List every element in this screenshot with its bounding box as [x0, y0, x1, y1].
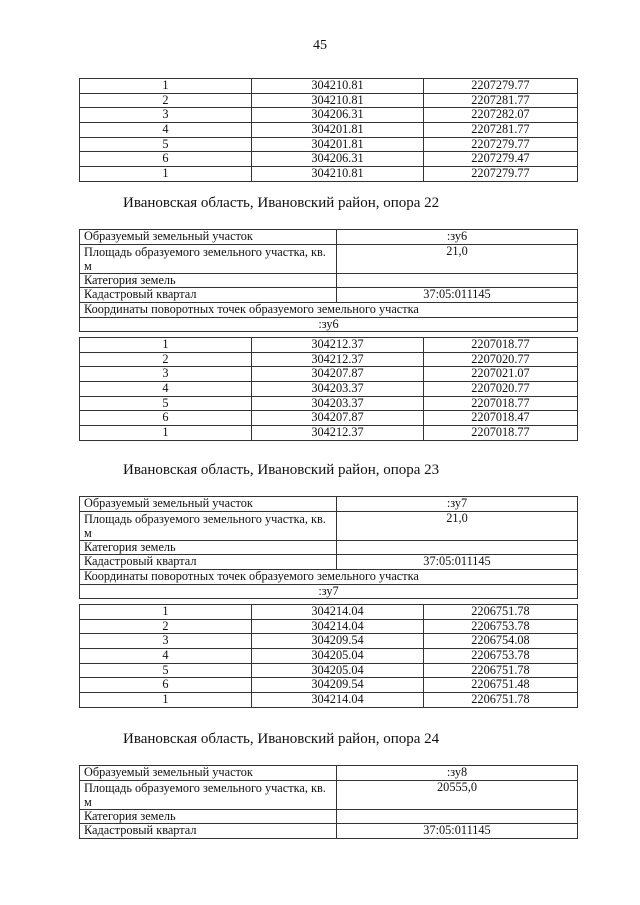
plot-info-table-opora-22	[79, 229, 578, 332]
coordinate-row	[80, 338, 578, 353]
y-coordinate: 2207282.07	[424, 108, 578, 123]
x-coordinate: 304205.04	[252, 649, 424, 664]
section-heading-opora-22: Ивановская область, Ивановский район, опора 22	[123, 195, 440, 211]
y-coordinate: 2207279.47	[424, 152, 578, 167]
coordinate-row	[80, 605, 578, 620]
x-coordinate: 304212.37	[252, 426, 424, 441]
category-row	[80, 540, 578, 555]
coordinate-row	[80, 137, 578, 152]
y-coordinate: 2206751.78	[424, 663, 578, 678]
section-heading-opora-24: Ивановская область, Ивановский район, опора 24	[123, 731, 440, 747]
area-label: Площадь образуемого земельного участка, кв. м	[80, 244, 337, 273]
point-number: 6	[80, 678, 252, 693]
coords-plot: :зу6	[80, 317, 578, 332]
coordinate-row	[80, 634, 578, 649]
point-number: 3	[80, 108, 252, 123]
y-coordinate: 2207020.77	[424, 352, 578, 367]
x-coordinate: 304207.87	[252, 411, 424, 426]
category-row	[80, 273, 578, 288]
plot-row	[80, 766, 578, 781]
cadastral-value: 37:05:011145	[337, 824, 578, 839]
x-coordinate: 304214.04	[252, 693, 424, 708]
x-coordinate: 304201.81	[252, 123, 424, 138]
area-label: Площадь образуемого земельного участка, кв. м	[80, 780, 337, 809]
point-number: 1	[80, 426, 252, 441]
x-coordinate: 304206.31	[252, 108, 424, 123]
coordinate-row	[80, 352, 578, 367]
cadastral-row	[80, 288, 578, 303]
cadastral-value: 37:05:011145	[337, 288, 578, 303]
category-value	[337, 809, 578, 824]
y-coordinate: 2207020.77	[424, 382, 578, 397]
cadastral-label: Кадастровый квартал	[80, 555, 337, 570]
y-coordinate: 2207281.77	[424, 123, 578, 138]
cadastral-value: 37:05:011145	[337, 555, 578, 570]
cadastral-label: Кадастровый квартал	[80, 288, 337, 303]
plot-label: Образуемый земельный участок	[80, 766, 337, 781]
category-value	[337, 540, 578, 555]
point-number: 5	[80, 663, 252, 678]
plot-info-table-opora-23	[79, 496, 578, 599]
area-row	[80, 511, 578, 540]
y-coordinate: 2207018.47	[424, 411, 578, 426]
coordinate-row	[80, 79, 578, 94]
point-number: 1	[80, 693, 252, 708]
point-number: 1	[80, 338, 252, 353]
point-number: 5	[80, 396, 252, 411]
y-coordinate: 2207279.77	[424, 137, 578, 152]
point-number: 4	[80, 649, 252, 664]
plot-value: :зу8	[337, 766, 578, 781]
cadastral-row	[80, 824, 578, 839]
coordinate-row	[80, 152, 578, 167]
coords-label-row	[80, 570, 578, 585]
page-number: 45	[313, 38, 327, 53]
x-coordinate: 304210.81	[252, 167, 424, 182]
coordinate-row	[80, 396, 578, 411]
coords-label: Координаты поворотных точек образуемого земельного участка	[80, 303, 578, 318]
point-number: 3	[80, 634, 252, 649]
plot-row	[80, 497, 578, 512]
x-coordinate: 304206.31	[252, 152, 424, 167]
area-row	[80, 244, 578, 273]
x-coordinate: 304212.37	[252, 352, 424, 367]
point-number: 1	[80, 167, 252, 182]
plot-value: :зу6	[337, 230, 578, 245]
x-coordinate: 304207.87	[252, 367, 424, 382]
area-value: 21,0	[337, 511, 578, 540]
area-row	[80, 780, 578, 809]
y-coordinate: 2207018.77	[424, 426, 578, 441]
y-coordinate: 2207281.77	[424, 93, 578, 108]
coordinates-table-opora-23	[79, 604, 578, 708]
coordinate-row	[80, 167, 578, 182]
coords-label: Координаты поворотных точек образуемого земельного участка	[80, 570, 578, 585]
coordinate-row	[80, 367, 578, 382]
y-coordinate: 2206753.78	[424, 619, 578, 634]
coordinates-table-continued	[79, 78, 578, 182]
coordinate-row	[80, 649, 578, 664]
y-coordinate: 2207279.77	[424, 79, 578, 94]
category-value	[337, 273, 578, 288]
plot-label: Образуемый земельный участок	[80, 497, 337, 512]
y-coordinate: 2207018.77	[424, 396, 578, 411]
cadastral-label: Кадастровый квартал	[80, 824, 337, 839]
coordinate-row	[80, 426, 578, 441]
coordinate-row	[80, 693, 578, 708]
coords-plot: :зу7	[80, 584, 578, 599]
x-coordinate: 304201.81	[252, 137, 424, 152]
x-coordinate: 304210.81	[252, 79, 424, 94]
x-coordinate: 304214.04	[252, 619, 424, 634]
category-label: Категория земель	[80, 273, 337, 288]
point-number: 2	[80, 619, 252, 634]
point-number: 6	[80, 152, 252, 167]
coordinates-table-opora-22	[79, 337, 578, 441]
y-coordinate: 2207021.07	[424, 367, 578, 382]
point-number: 1	[80, 605, 252, 620]
x-coordinate: 304212.37	[252, 338, 424, 353]
area-value: 20555,0	[337, 780, 578, 809]
point-number: 3	[80, 367, 252, 382]
point-number: 4	[80, 123, 252, 138]
coordinate-row	[80, 663, 578, 678]
y-coordinate: 2206751.78	[424, 693, 578, 708]
x-coordinate: 304203.37	[252, 382, 424, 397]
coordinate-row	[80, 93, 578, 108]
category-label: Категория земель	[80, 540, 337, 555]
plot-info-table-opora-24	[79, 765, 578, 839]
coordinate-row	[80, 678, 578, 693]
plot-label: Образуемый земельный участок	[80, 230, 337, 245]
section-heading-opora-23: Ивановская область, Ивановский район, опора 23	[123, 462, 440, 478]
y-coordinate: 2206753.78	[424, 649, 578, 664]
point-number: 2	[80, 352, 252, 367]
x-coordinate: 304214.04	[252, 605, 424, 620]
category-row	[80, 809, 578, 824]
point-number: 4	[80, 382, 252, 397]
area-label: Площадь образуемого земельного участка, кв. м	[80, 511, 337, 540]
coordinate-row	[80, 123, 578, 138]
coordinate-row	[80, 108, 578, 123]
area-value: 21,0	[337, 244, 578, 273]
y-coordinate: 2206751.48	[424, 678, 578, 693]
coords-plot-row	[80, 584, 578, 599]
x-coordinate: 304209.54	[252, 678, 424, 693]
point-number: 5	[80, 137, 252, 152]
plot-value: :зу7	[337, 497, 578, 512]
y-coordinate: 2206754.08	[424, 634, 578, 649]
y-coordinate: 2207279.77	[424, 167, 578, 182]
category-label: Категория земель	[80, 809, 337, 824]
plot-row	[80, 230, 578, 245]
x-coordinate: 304209.54	[252, 634, 424, 649]
cadastral-row	[80, 555, 578, 570]
coords-label-row	[80, 303, 578, 318]
y-coordinate: 2207018.77	[424, 338, 578, 353]
coordinate-row	[80, 411, 578, 426]
point-number: 6	[80, 411, 252, 426]
x-coordinate: 304203.37	[252, 396, 424, 411]
x-coordinate: 304205.04	[252, 663, 424, 678]
x-coordinate: 304210.81	[252, 93, 424, 108]
point-number: 2	[80, 93, 252, 108]
coordinate-row	[80, 619, 578, 634]
point-number: 1	[80, 79, 252, 94]
coordinate-row	[80, 382, 578, 397]
coords-plot-row	[80, 317, 578, 332]
y-coordinate: 2206751.78	[424, 605, 578, 620]
